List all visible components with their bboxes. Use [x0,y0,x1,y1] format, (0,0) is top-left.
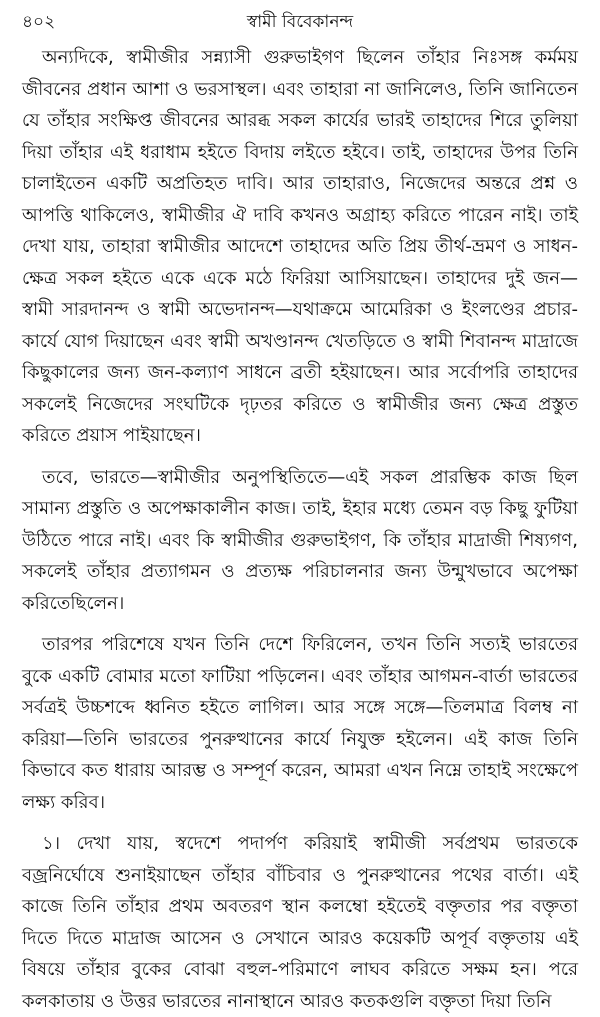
body-text [22,42,578,1017]
page-number: ৪০২ [22,12,56,32]
paragraph: অন্যদিকে, স্বামীজীর সন্ন্যাসী গুরুভাইগণ ছিলেন তাঁহার নিঃসঙ্গ কর্মময় জীবনের প্রধান আশা ও ভরসাস্থল। এবং তাহারা না জানিলেও, তিনি জানিতেন যে তাঁহার সংক্ষিপ্ত জীবনের আরব্ধ সকল কার্যের ভারই তাহাদের শিরে তুলিয়া দিয়া তাঁহার এই ধরাধাম হইতে বিদায় লইতে হইবে। তাই, তাহাদের উপর তিনি চালাইতেন একটি অপ্রতিহত দাবি। আর তাহারাও, নিজেদের অন্তরে প্রশ্ন ও আপত্তি থাকিলেও, স্বামীজীর ঐ দাবি কখনও অগ্রাহ্য করিতে পারেন নাই। তাই দেখা যায়, তাহারা স্বামীজীর আদেশে তাহাদের অতি প্রিয় তীর্থ-ভ্রমণ ও সাধন-ক্ষেত্র সকল হইতে একে একে মঠে ফিরিয়া আসিয়াছেন। তাহাদের দুই জন—স্বামী সারদানন্দ ও স্বামী অভেদানন্দ—যথাক্রমে আমেরিকা ও ইংলণ্ডের প্রচার-কার্যে যোগ দিয়াছেন এবং স্বামী অখণ্ডানন্দ খেতড়িতে ও স্বামী শিবানন্দ মাদ্রাজে কিছুকালের জন্য জন-কল্যাণ সাধনে ব্রতী হইয়াছেন। আর সর্বোপরি তাহাদের সকলেই নিজেদের সংঘটিকে দৃঢ়তর করিতে ও স্বামীজীর জন্য ক্ষেত্র প্রস্তুত করিতে প্রয়াস পাইয়াছেন। [22,47,578,446]
book-title: স্বামী বিবেকানন্দ [246,12,354,32]
paragraph: ১। দেখা যায়, স্বদেশে পদার্পণ করিয়াই স্বামীজী সর্বপ্রথম ভারতকে বজ্রনির্ঘোষে শুনাইয়াছেন তাঁহার বাঁচিবার ও পুনরুত্থানের পথের বার্তা। এই কাজে তিনি তাঁহার প্রথম অবতরণ স্থান কলম্বো হইতেই বক্তৃতার পর বক্তৃতা দিতে দিতে মাদ্রাজ আসেন ও সেখানে আরও কয়েকটি অপূর্ব বক্তৃতায় এই বিষয়ে তাঁহার বুকের বোঝা বহুল-পরিমাণে লাঘব করিতে সক্ষম হন। পরে কলকাতায় ও উত্তর ভারতের নানাস্থানে আরও কতকগুলি বক্তৃতা দিয়া তিনি [22,833,578,1012]
paragraph: তারপর পরিশেষে যখন তিনি দেশে ফিরিলেন, তখন তিনি সত্যই ভারতের বুকে একটি বোমার মতো ফাটিয়া পড়িলেন। এবং তাঁহার আগমন-বার্তা ভারতের সর্বত্রই উচ্চশব্দে ধ্বনিত হইতে লাগিল। আর সঙ্গে সঙ্গে—তিলমাত্র বিলম্ব না করিয়া—তিনি ভারতের পুনরুত্থানের কার্যে নিযুক্ত হইলেন। এই কাজ তিনি কিভাবে কত ধারায় আরম্ভ ও সম্পূর্ণ করেন, আমরা এখন নিম্নে তাহাই সংক্ষেপে লক্ষ্য করিব। [22,634,578,813]
running-head [22,8,578,36]
paragraph: তবে, ভারতে—স্বামীজীর অনুপস্থিতিতে—এই সকল প্রারম্ভিক কাজ ছিল সামান্য প্রস্তুতি ও অপেক্ষাকালীন কাজ। তাই, ইহার মধ্যে তেমন বড় কিছু ফুটিয়া উঠিতে পারে নাই। এবং কি স্বামীজীর গুরুভাইগণ, কি তাঁহার মাদ্রাজী শিষ্যগণ, সকলেই তাঁহার প্রত্যাগমন ও প্রত্যক্ষ পরিচালনার জন্য উন্মুখভাবে অপেক্ষা করিতেছিলেন। [22,466,578,614]
